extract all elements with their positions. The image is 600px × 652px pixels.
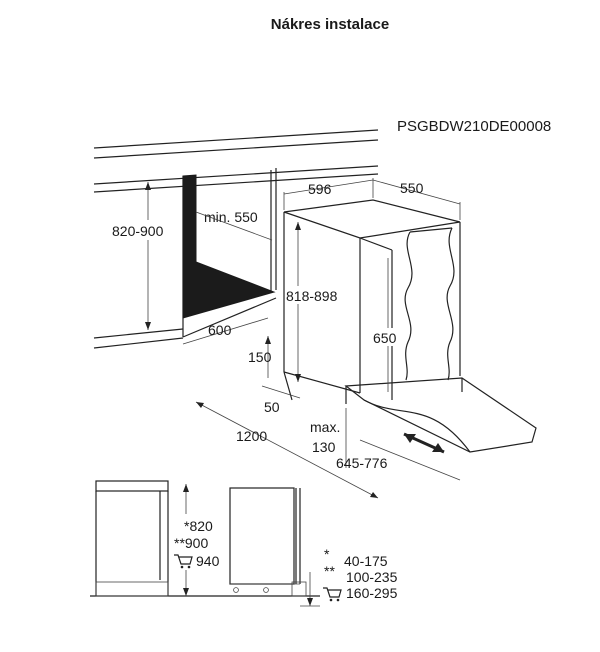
- label-side-height-1: *820: [184, 518, 213, 534]
- label-niche-height: 820-900: [112, 223, 164, 239]
- side-legend: [300, 546, 398, 606]
- label-side-height-2: **900: [174, 535, 209, 551]
- dim-side-heights: [174, 484, 224, 596]
- label-niche-depth: min. 550: [204, 209, 258, 225]
- label-toe-depth: 50: [264, 399, 280, 415]
- dim-open-depth: [196, 402, 378, 498]
- dim-appliance-height: [285, 222, 355, 382]
- label-toe-height: 150: [248, 349, 272, 365]
- legend-value-1: 40-175: [344, 553, 388, 569]
- dim-toe-height: [248, 336, 272, 378]
- label-appliance-depth: 550: [400, 180, 424, 196]
- label-door-height: 650: [373, 330, 397, 346]
- legend-marker-2: **: [324, 563, 335, 579]
- label-appliance-height: 818-898: [286, 288, 338, 304]
- label-max-value: 130: [312, 439, 336, 455]
- label-side-height-3: 940: [196, 553, 220, 569]
- drawing-code: PSGBDW210DE00008: [397, 118, 552, 135]
- label-niche-width: 600: [208, 322, 232, 338]
- page-title: Nákres instalace: [270, 16, 390, 33]
- label-max: max.: [310, 419, 341, 435]
- niche-back-wall: [183, 175, 274, 318]
- dim-niche-width: [183, 318, 268, 344]
- dim-niche-height: [110, 182, 182, 330]
- cart-icon: [323, 588, 341, 601]
- dim-door-height: [372, 258, 404, 392]
- legend-marker-1: *: [324, 546, 330, 562]
- label-door-travel: 645-776: [336, 455, 388, 471]
- side-view-appliance: [230, 488, 306, 596]
- legend-value-2: 100-235: [346, 569, 398, 585]
- appliance-body: [284, 200, 536, 452]
- label-appliance-width: 596: [308, 181, 332, 197]
- dim-toe-depth: [262, 386, 300, 415]
- legend-value-3: 160-295: [346, 585, 398, 601]
- dim-appliance-depth: [373, 180, 460, 220]
- dim-door-travel: [336, 434, 460, 480]
- label-open-depth: 1200: [236, 428, 268, 444]
- dim-appliance-width: [284, 178, 373, 210]
